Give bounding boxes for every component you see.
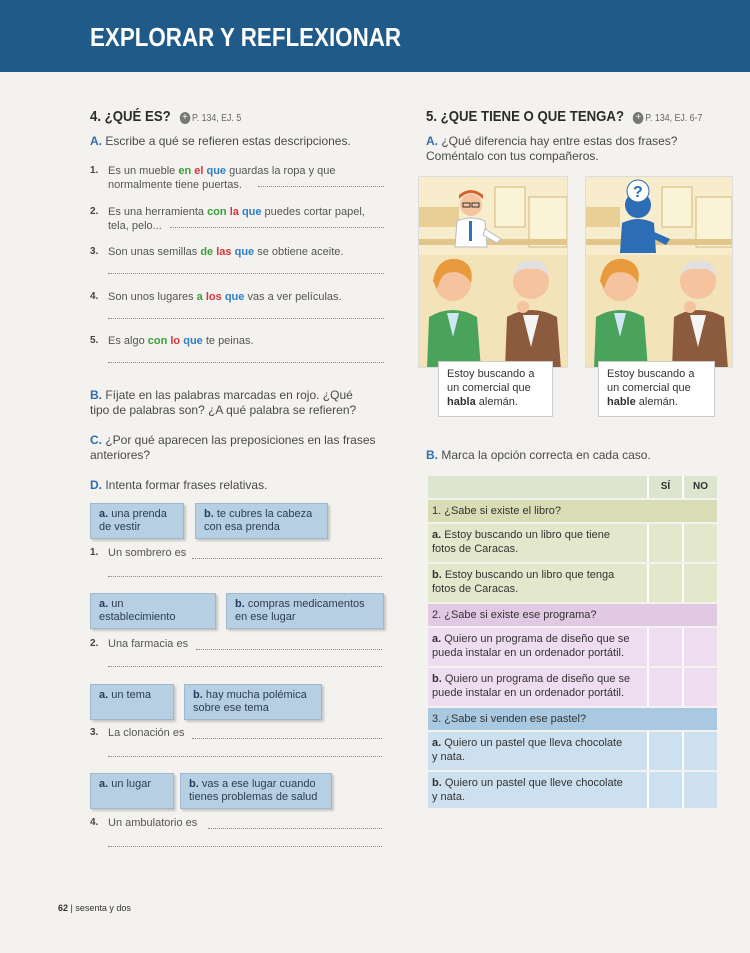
- item-text-end: guardas la ropa y que: [226, 165, 336, 177]
- answer-line[interactable]: [258, 186, 384, 187]
- section-5-ref: [633, 113, 702, 124]
- option-line2: puede instalar en un ordenador portátil.: [432, 687, 625, 699]
- bubble-verb: habla: [447, 396, 476, 408]
- item-text-end: puedes cortar papel,: [261, 206, 365, 218]
- page-number-words: sesenta y dos: [75, 903, 131, 913]
- box-text: un lugar: [111, 778, 152, 790]
- group-question-text: 3. ¿Sabe si venden ese pastel?: [432, 713, 587, 725]
- instruction-c: [90, 433, 390, 463]
- label-b: B.: [90, 388, 102, 402]
- box-text: hay mucha polémica: [205, 689, 307, 701]
- speech-bubble-2: [598, 361, 715, 417]
- preposition: de: [200, 246, 214, 258]
- box-text-line2: sobre ese tema: [193, 702, 269, 714]
- label-c: C.: [90, 433, 102, 447]
- answer-line[interactable]: [108, 666, 382, 667]
- instruction-5a: [426, 134, 726, 164]
- answer-line[interactable]: [108, 362, 384, 363]
- article: la: [229, 206, 239, 218]
- svg-text:?: ?: [633, 184, 643, 201]
- instruction-5a-line1: ¿Qué diferencia hay entre estas dos frases?: [441, 134, 678, 148]
- item-number: 2.: [90, 206, 99, 217]
- table-row: [428, 772, 717, 808]
- item-text: Son unas semillas: [108, 246, 201, 258]
- item-number: 4.: [90, 291, 99, 302]
- checkbox-si[interactable]: [647, 772, 682, 808]
- option-line2: y nata.: [432, 791, 466, 803]
- label-a: A.: [90, 134, 102, 148]
- article: los: [205, 291, 222, 303]
- answer-line[interactable]: [170, 227, 384, 228]
- box-text-line2: establecimiento: [99, 611, 176, 623]
- table-row: [428, 628, 717, 666]
- box-label: b.: [193, 689, 203, 701]
- section-5-heading: 5. ¿QUE TIENE O QUE TENGA?: [426, 108, 625, 125]
- answer-line[interactable]: [208, 828, 382, 829]
- section-5-ref-text: P. 134, EJ. 6-7: [645, 113, 703, 124]
- section-5-title: [426, 108, 703, 125]
- relative-pronoun: que: [183, 335, 203, 347]
- item-number: 1.: [90, 165, 99, 176]
- option-line1: Quiero un pastel que lleve chocolate: [444, 777, 623, 789]
- bubble-text: un comercial que: [447, 382, 531, 394]
- bubble-text: Estoy buscando a: [447, 368, 535, 380]
- group-question-text: 1. ¿Sabe si existe el libro?: [432, 505, 562, 517]
- answer-line[interactable]: [196, 649, 382, 650]
- prompt-box-a: [90, 593, 216, 629]
- answer-line[interactable]: [108, 756, 382, 757]
- bubble-text: alemán.: [475, 396, 518, 408]
- option-text: [428, 628, 646, 664]
- plus-icon: +: [633, 112, 644, 124]
- option-text: [428, 732, 646, 768]
- col-no-header: NO: [682, 476, 717, 498]
- box-label: a.: [99, 778, 109, 790]
- speech-bubble-1: [438, 361, 553, 417]
- answer-line[interactable]: [108, 318, 384, 319]
- checkbox-si[interactable]: [647, 564, 682, 602]
- box-text: compras medicamentos: [247, 598, 365, 610]
- instruction-d: [90, 478, 390, 493]
- instruction-b-line1: Fíjate en las palabras marcadas en rojo. ¿Qué: [105, 388, 353, 402]
- item-text: Es una herramienta: [108, 206, 208, 218]
- option-line1: Quiero un programa de diseño que se: [444, 673, 631, 685]
- table-row: [428, 668, 717, 706]
- article: el: [194, 165, 204, 177]
- comic-illustration-1: [419, 177, 568, 368]
- group-question-3: [428, 708, 717, 730]
- table-row: [428, 524, 717, 562]
- item-text: Es algo: [108, 335, 148, 347]
- section-4-heading: 4. ¿QUÉ ES?: [90, 108, 171, 125]
- box-text-line2: con esa prenda: [204, 521, 280, 533]
- section-5: [426, 108, 726, 125]
- bubble-text: un comercial que: [607, 382, 691, 394]
- box-label: b.: [189, 778, 199, 790]
- checkbox-si[interactable]: [647, 668, 682, 706]
- checkbox-si[interactable]: [647, 524, 682, 562]
- item-prompt: Una farmacia es: [108, 638, 189, 650]
- item-text-end: vas a ver películas.: [244, 291, 342, 303]
- box-text: un tema: [111, 689, 151, 701]
- answer-line[interactable]: [192, 738, 382, 739]
- option-label: b.: [432, 673, 442, 685]
- instruction-b-line2: tipo de palabras son? ¿A qué palabra se refieren?: [90, 403, 357, 417]
- prompt-box-b: [184, 684, 322, 720]
- option-label: a.: [432, 529, 442, 541]
- group-question-text: 2. ¿Sabe si existe ese programa?: [432, 609, 597, 621]
- item-prompt: Un sombrero es: [108, 547, 187, 559]
- instruction-a-text: Escribe a qué se refieren estas descripciones.: [105, 134, 351, 148]
- item-text-line2: tela, pelo...: [108, 220, 162, 232]
- col-si-header: SÍ: [647, 476, 682, 498]
- box-text-line2: de vestir: [99, 521, 141, 533]
- prompt-box-a: [90, 684, 174, 720]
- option-line2: fotos de Caracas.: [432, 543, 519, 555]
- box-text-line2: tienes problemas de salud: [189, 791, 318, 803]
- box-label: b.: [204, 508, 214, 520]
- box-label: b.: [235, 598, 245, 610]
- instruction-c-line2: anteriores?: [90, 448, 151, 462]
- box-text: un: [111, 598, 124, 610]
- box-label: a.: [99, 508, 109, 520]
- checkbox-no[interactable]: [682, 732, 717, 770]
- checkbox-si[interactable]: [647, 732, 682, 770]
- preposition: con: [207, 206, 227, 218]
- option-line2: y nata.: [432, 751, 466, 763]
- checkbox-no[interactable]: [682, 628, 717, 666]
- prompt-box-a: [90, 773, 174, 809]
- relative-pronoun: que: [206, 165, 227, 177]
- checkbox-no[interactable]: [682, 772, 717, 808]
- relative-pronoun: que: [241, 206, 262, 218]
- comic-panel-1: [418, 176, 568, 368]
- option-label: a.: [432, 737, 442, 749]
- item-number: 4.: [90, 817, 99, 828]
- instruction-5b: [426, 448, 726, 463]
- option-line1: Quiero un pastel que lleva chocolate: [444, 737, 623, 749]
- box-text-line2: en ese lugar: [235, 611, 296, 623]
- table-row: [428, 564, 717, 602]
- box-label: a.: [99, 598, 109, 610]
- exercise-item-1: [90, 164, 390, 192]
- box-label: a.: [99, 689, 109, 701]
- answer-line[interactable]: [192, 558, 382, 559]
- instruction-d-text: Intenta formar frases relativas.: [105, 478, 268, 492]
- instruction-c-line1: ¿Por qué aparecen las preposiciones en las frases: [105, 433, 376, 447]
- option-label: b.: [432, 777, 442, 789]
- option-label: b.: [432, 569, 442, 581]
- comic-panel-2: [585, 176, 733, 368]
- item-text-end: se obtiene aceite.: [254, 246, 344, 258]
- item-text-end: te peinas.: [202, 335, 254, 347]
- option-line2: fotos de Caracas.: [432, 583, 519, 595]
- label-a: A.: [426, 134, 438, 148]
- option-text: [428, 668, 646, 704]
- article: lo: [170, 335, 181, 347]
- bubble-text: alemán.: [635, 396, 678, 408]
- item-prompt: Un ambulatorio es: [108, 817, 198, 829]
- preposition: en: [178, 165, 192, 177]
- checkbox-no[interactable]: [682, 668, 717, 706]
- prompt-box-b: [195, 503, 328, 539]
- prompt-box-a: [90, 503, 184, 539]
- label-d: D.: [90, 478, 102, 492]
- answer-line[interactable]: [108, 576, 382, 577]
- relative-pronoun: que: [224, 291, 245, 303]
- section-4: [90, 108, 390, 125]
- exercise-item-2: [90, 205, 390, 233]
- option-label: a.: [432, 633, 442, 645]
- section-4-ref: [180, 113, 242, 124]
- label-b: B.: [426, 448, 438, 462]
- answer-line[interactable]: [108, 846, 382, 847]
- bubble-text: Estoy buscando a: [607, 368, 695, 380]
- item-number: 2.: [90, 638, 99, 649]
- option-line1: Estoy buscando un libro que tiene: [444, 529, 610, 541]
- preposition: a: [196, 291, 203, 303]
- relative-pronoun: que: [234, 246, 255, 258]
- option-line1: Estoy buscando un libro que tenga: [444, 569, 615, 581]
- table-header: [428, 476, 717, 498]
- comic-illustration-2: [586, 177, 733, 368]
- checkbox-no[interactable]: [682, 524, 717, 562]
- prompt-box-b: [226, 593, 384, 629]
- box-text: te cubres la cabeza: [216, 508, 313, 520]
- page-number: 62: [58, 903, 69, 913]
- option-text: [428, 772, 646, 808]
- option-text: [428, 564, 646, 600]
- item-number: 3.: [90, 246, 99, 257]
- answer-line[interactable]: [108, 273, 384, 274]
- bubble-verb: hable: [607, 396, 636, 408]
- option-line1: Quiero un programa de diseño que se: [444, 633, 630, 645]
- exercise-item-4: [90, 290, 390, 304]
- checkbox-si[interactable]: [647, 628, 682, 666]
- item-text: Son unos lugares: [108, 291, 197, 303]
- page-title: EXPLORAR Y REFLEXIONAR: [90, 22, 402, 52]
- option-line2: pueda instalar en un ordenador portátil.: [432, 647, 625, 659]
- instruction-5a-line2: Coméntalo con tus compañeros.: [426, 149, 599, 163]
- item-text: Es un mueble: [108, 165, 179, 177]
- item-text-line2: normalmente tiene puertas.: [108, 179, 242, 191]
- group-question-1: [428, 500, 717, 522]
- instruction-5b-text: Marca la opción correcta en cada caso.: [441, 448, 651, 462]
- section-4-title: [90, 108, 354, 125]
- instruction-a: [90, 134, 390, 149]
- plus-icon: +: [180, 112, 191, 124]
- page-footer: 62 | sesenta y dos: [58, 903, 131, 913]
- table-row: [428, 732, 717, 770]
- prompt-box-b: [180, 773, 332, 809]
- checkbox-no[interactable]: [682, 564, 717, 602]
- preposition: con: [147, 335, 168, 347]
- box-text: una prenda: [111, 508, 167, 520]
- exercise-item-3: [90, 245, 390, 259]
- instruction-b: [90, 388, 390, 418]
- item-prompt: La clonación es: [108, 727, 185, 739]
- article: las: [216, 246, 232, 258]
- item-number: 1.: [90, 547, 99, 558]
- section-4-ref-text: P. 134, EJ. 5: [191, 113, 242, 124]
- exercise-item-5: [90, 334, 390, 348]
- item-number: 5.: [90, 335, 99, 346]
- header-banner: [0, 0, 750, 72]
- box-text: vas a ese lugar cuando: [201, 778, 316, 790]
- item-number: 3.: [90, 727, 99, 738]
- option-text: [428, 524, 646, 560]
- group-question-2: [428, 604, 717, 626]
